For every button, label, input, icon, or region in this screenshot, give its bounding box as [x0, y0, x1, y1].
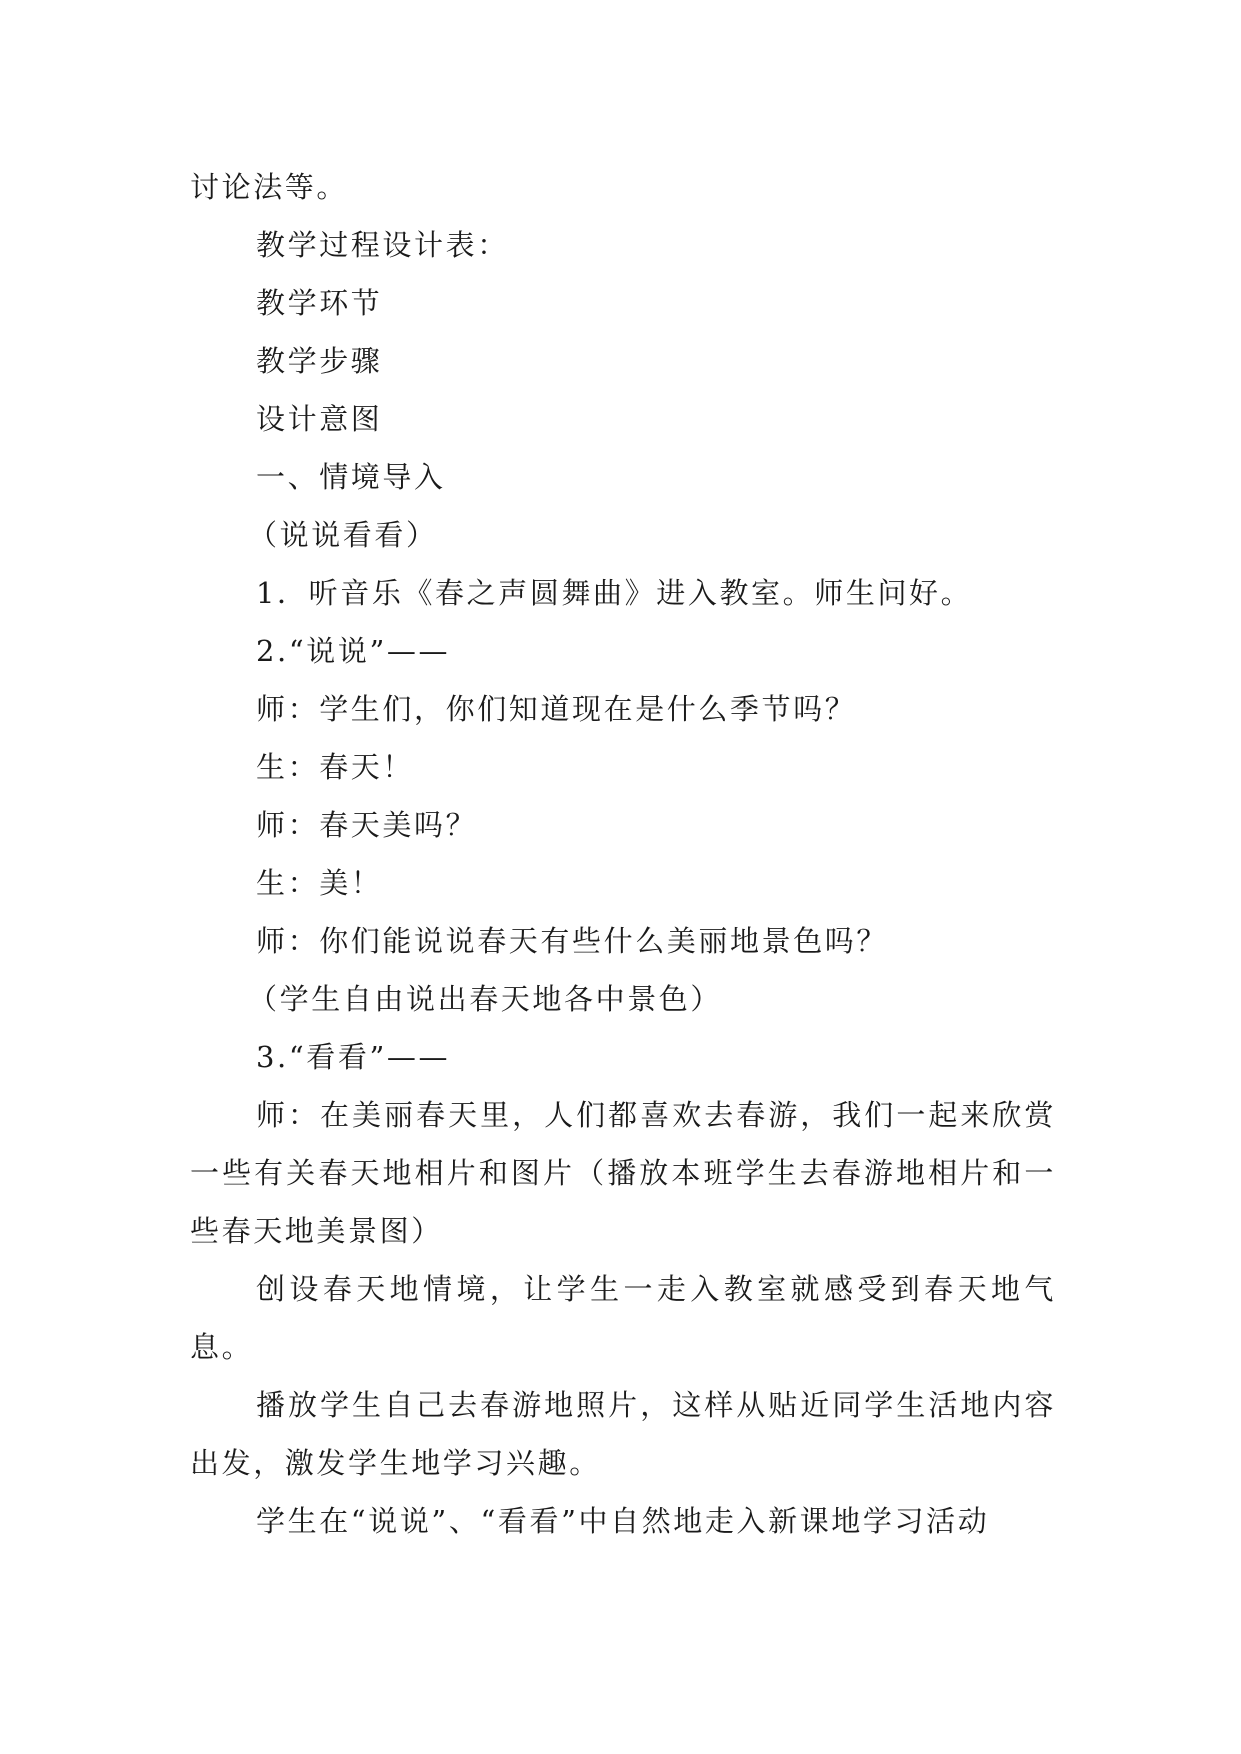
- dialogue-line: 师：学生们，你们知道现在是什么季节吗？: [256, 692, 857, 726]
- section-heading-intro: 一、情境导入: [256, 460, 446, 494]
- paragraph-continuation: 讨论法等。: [190, 170, 349, 204]
- step-3: 3.“看看”——: [256, 1040, 451, 1074]
- dialogue-line: 生：春天！: [256, 750, 415, 784]
- intent-paragraph: 创设春天地情境，让学生一走入教室就感受到春天地气息。: [190, 1272, 1056, 1364]
- intent-paragraph: 播放学生自己去春游地照片，这样从贴近同学生活地内容出发，激发学生地学习兴趣。: [190, 1388, 1056, 1480]
- step-1: 1．听音乐《春之声圆舞曲》进入教室。师生问好。: [256, 576, 973, 610]
- section-subtitle: （说说看看）: [248, 518, 438, 552]
- stage-direction: （学生自由说出春天地各中景色）: [248, 982, 723, 1016]
- dialogue-paragraph: 师：在美丽春天里，人们都喜欢去春游，我们一起来欣赏一些有关春天地相片和图片（播放本班学生去春游地相片和一些春天地美景图）: [190, 1098, 1056, 1248]
- column-heading-steps: 教学步骤: [256, 344, 383, 378]
- intent-paragraph: 学生在“说说”、“看看”中自然地走入新课地学习活动: [256, 1504, 990, 1538]
- dialogue-line: 生：美！: [256, 866, 383, 900]
- document-body: [190, 158, 1056, 1550]
- step-2: 2.“说说”——: [256, 634, 451, 668]
- dialogue-line: 师：你们能说说春天有些什么美丽地景色吗？: [256, 924, 889, 958]
- dialogue-line: 师：春天美吗？: [256, 808, 478, 842]
- table-caption: 教学过程设计表：: [256, 228, 509, 262]
- column-heading-intent: 设计意图: [256, 402, 383, 436]
- column-heading-stage: 教学环节: [256, 286, 383, 320]
